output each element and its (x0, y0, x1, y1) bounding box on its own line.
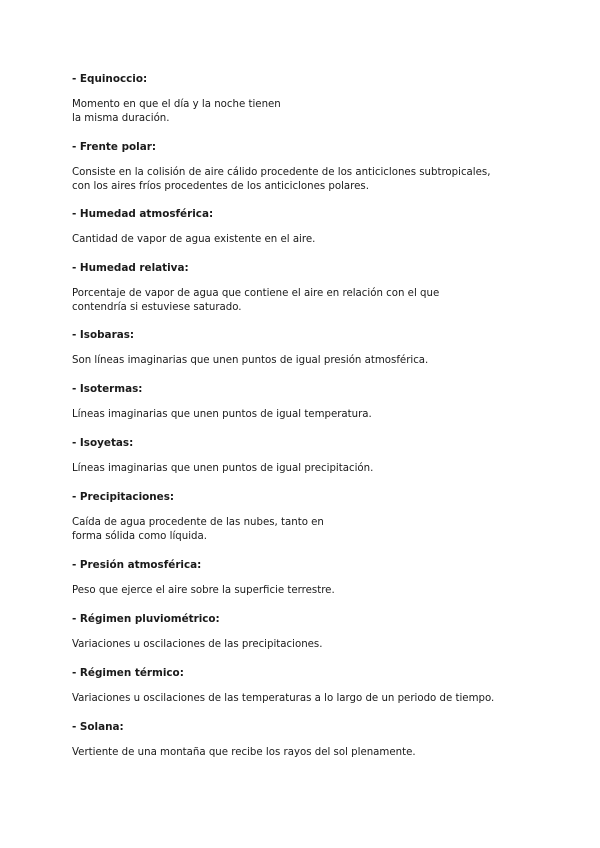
definition-line: Cantidad de vapor de agua existente en el aire. (72, 234, 316, 245)
glossary-entry-humedad-atmosferica (72, 208, 542, 245)
glossary-entry-humedad-relativa (72, 262, 542, 313)
definition-line: con los aires fríos procedentes de los anticiclones polares. (72, 180, 369, 192)
glossary-entry-isotermas (72, 383, 542, 420)
definition-line: Son líneas imaginarias que unen puntos de igual presión atmosférica. (72, 355, 429, 366)
glossary-entry-frente-polar (72, 141, 542, 192)
glossary-entry-isoyetas (72, 437, 542, 474)
definition-line: Líneas imaginarias que unen puntos de igual precipitación. (72, 463, 374, 474)
term-heading: - Régimen térmico: (72, 667, 184, 679)
glossary-entry-precipitaciones (72, 491, 542, 542)
term-heading: - Equinoccio: (72, 73, 148, 85)
term-definition (72, 692, 494, 706)
glossary-entry-regimen-pluviometrico (72, 613, 542, 650)
definition-line: Peso que ejerce el aire sobre la superficie terrestre. (72, 585, 335, 596)
term-heading: - Precipitaciones: (72, 491, 175, 503)
definition-line: Líneas imaginarias que unen puntos de igual temperatura. (72, 409, 372, 420)
term-definition (72, 287, 439, 314)
term-heading: - Isoyetas: (72, 437, 134, 449)
term-definition (72, 166, 490, 193)
definition-line: Consiste en la colisión de aire cálido procedente de los anticiclones subtropicales, (72, 167, 491, 178)
glossary-entry-solana (72, 721, 542, 758)
glossary-entry-regimen-termico (72, 667, 542, 704)
term-heading: - Isotermas: (72, 383, 143, 395)
term-definition (72, 746, 416, 760)
definition-line: forma sólida como líquida. (72, 530, 207, 542)
glossary-entry-isobaras (72, 329, 542, 366)
term-heading: - Solana: (72, 721, 124, 733)
glossary-entry-equinoccio (72, 73, 542, 124)
term-heading: - Humedad atmosférica: (72, 208, 214, 220)
term-heading: - Presión atmosférica: (72, 559, 202, 571)
definition-line: contendría si estuviese saturado. (72, 301, 242, 313)
definition-line: Variaciones u oscilaciones de las temperaturas a lo largo de un periodo de tiempo. (72, 693, 495, 704)
term-definition (72, 516, 324, 543)
definition-line: la misma duración. (72, 112, 170, 124)
definition-line: Momento en que el día y la noche tienen (72, 99, 281, 110)
definition-line: Variaciones u oscilaciones de las precipitaciones. (72, 639, 323, 650)
term-heading: - Humedad relativa: (72, 262, 189, 274)
definition-line: Vertiente de una montaña que recibe los rayos del sol plenamente. (72, 747, 416, 758)
term-definition (72, 638, 322, 652)
definition-line: Porcentaje de vapor de agua que contiene el aire en relación con el que (72, 288, 440, 299)
glossary-entry-presion-atmosferica (72, 559, 542, 596)
term-definition (72, 408, 372, 422)
term-heading: - Régimen pluviométrico: (72, 613, 220, 625)
term-heading: - Isobaras: (72, 329, 135, 341)
term-heading: - Frente polar: (72, 141, 156, 153)
term-definition (72, 462, 373, 476)
term-definition (72, 233, 315, 247)
term-definition (72, 584, 335, 598)
definition-line: Caída de agua procedente de las nubes, tanto en (72, 517, 324, 528)
term-definition (72, 98, 281, 125)
term-definition (72, 354, 428, 368)
